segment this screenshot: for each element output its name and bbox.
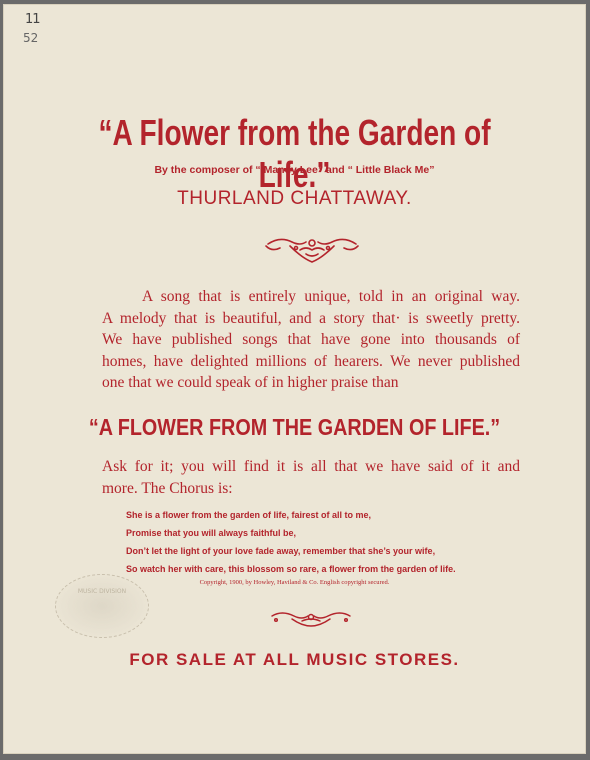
sheet-music-page	[3, 4, 586, 754]
song-title: “A Flower from the Garden of Life.”	[98, 112, 491, 195]
chorus-line: Promise that you will always faithful be,	[126, 528, 297, 538]
paragraph-line: more. The Chorus is:	[102, 479, 233, 497]
headline-title: “A FLOWER FROM THE GARDEN OF LIFE.”	[88, 414, 501, 440]
scroll-ornament-bottom-icon	[268, 608, 354, 630]
byline: By the composer of “ Mandy Lee” and “ Little Black Me”	[154, 164, 435, 176]
scroll-ornament-top-icon	[262, 232, 362, 268]
paragraph-line: one that we could speak of in higher praise than	[102, 374, 399, 391]
paragraph-line: Ask for it; you will find it is all that we have said of it and	[102, 458, 520, 475]
request-paragraph	[102, 456, 520, 499]
chorus-line: Don’t let the light of your love fade away, remember that she’s your wife,	[126, 546, 436, 556]
pencil-mark-small: 52	[23, 31, 39, 45]
description-paragraph	[102, 286, 520, 394]
paragraph-line: homes, have delighted millions of hearers. We never published	[102, 352, 520, 370]
chorus-line: She is a flower from the garden of life, fairest of all to me,	[126, 510, 372, 520]
footer-sale-notice: FOR SALE AT ALL MUSIC STORES.	[129, 650, 460, 669]
paragraph-line: We have published songs that have gone into thousands of	[102, 331, 520, 348]
chorus-line: So watch her with care, this blossom so rare, a flower from the garden of life.	[126, 564, 456, 574]
paragraph-line: A melody that is beautiful, and a story that· is sweetly pretty.	[102, 309, 520, 327]
composer-name: THURLAND CHATTAWAY.	[177, 188, 412, 209]
paragraph-line: A song that is entirely unique, told in an original way.	[142, 288, 520, 305]
pencil-mark-number: 11	[25, 12, 40, 27]
chorus-lyrics	[126, 506, 456, 578]
library-stamp-icon: MUSIC DIVISION	[55, 574, 149, 638]
copyright-notice: Copyright, 1900, by Howley, Haviland & Co. English copyright secured.	[199, 579, 390, 586]
